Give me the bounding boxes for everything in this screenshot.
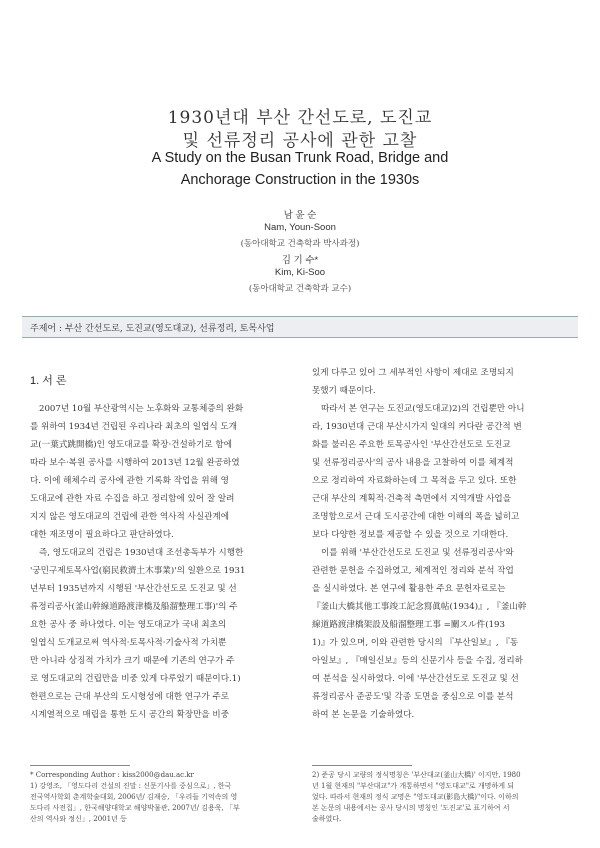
body-text-line: 으로 정리하여 자료화하는데 그 목적을 두고 있다. 또한 — [312, 476, 517, 486]
footnote-line: 술하였다. — [312, 815, 342, 823]
body-text-line: 을 실시하였다. 본 연구에 활용한 주요 문헌자료로는 — [312, 584, 506, 594]
body-text-line: 지지 않은 영도대교의 건립에 관한 역사적 사실관계에 — [30, 512, 230, 522]
body-text-line: 1)』가 있으며, 이와 관련한 당시의 『부산일보』, 『동 — [312, 638, 519, 648]
body-text-line: 시계열적으로 매립을 통한 도시 공간의 확장만을 비중 — [30, 710, 230, 720]
author-2-name-ko: 김 기 수* — [281, 255, 319, 266]
body-text-line: 교(一葉式跳開橋)인 영도대교를 확장·건설하기로 함에 — [30, 440, 233, 450]
footnotes-left — [30, 770, 292, 825]
body-text-line: 근대 부산의 계획적·건축적 측면에서 지역개발 사업을 — [312, 494, 512, 504]
body-text-line: 아일보』, 『매일신보』등의 신문기사 등을 수집, 정리하 — [312, 656, 523, 666]
body-text-line: 로 영도대교의 건립만을 비중 있게 다루었기 때문이다.1) — [30, 674, 241, 684]
body-text-line: 관련한 문헌을 수집하였고, 체계적인 정리와 분석 작업 — [312, 566, 514, 576]
keywords: 주제어 : 부산 간선도로, 도진교(영도대교), 선류정리, 토목사업 — [30, 324, 275, 334]
footnote-line: 2) 준공 당시 교량의 정식명칭은 '부산대교(釜山大橋)' 이지만, 1980 — [312, 771, 521, 779]
footnote-line: 본 논문의 내용에서는 공사 당시의 명칭인 '도진교'로 표기하여 서 — [312, 804, 510, 812]
footnote-line: 년 1월 현재의 "부산대교"가 개통하면서 "영도대교"로 개명하게 되 — [312, 782, 514, 790]
author-2-name-en: Kim, Ki-Soo — [274, 267, 326, 278]
body-text-line: '궁민구제토목사업(窮民救濟土木事業)'의 일환으로 1931 — [30, 566, 246, 576]
title-en-line-1: A Study on the Busan Trunk Road, Bridge and — [151, 150, 449, 166]
body-text-line: 조명함으로서 근대 도시공간에 대한 이해의 폭을 넓히고 — [312, 512, 520, 522]
author-1-name-en: Nam, Youn-Soon — [264, 222, 336, 233]
footnote-line: 1) 강영조, 「영도다리 건설의 진말 : 신문기사를 중심으로」, 한국 — [30, 782, 232, 790]
body-text-line: 및 선류정리공사'의 공사 내용을 고찰하여 이를 체계적 — [312, 458, 514, 468]
body-text-line: 여 분석을 실시하였다. 이에 '부산간선도로 도진교 및 선 — [312, 674, 519, 684]
body-text-line: 따라 보수·복원 공사를 시행하여 2013년 12월 완공하였 — [30, 458, 240, 468]
body-text-line: 일엽식 도개교로써 역사적·토목사적·기술사적 가치뿐 — [30, 638, 227, 648]
body-text-line: 이를 위해 '부산간선도로 도진교 및 선류정리공사'와 — [321, 548, 514, 558]
footnote-line: 도다리 사전집」, 한국해양대학교 해양박물관, 2007년/ 김용욱, 「부 — [30, 804, 240, 812]
footnote-rule-right — [312, 765, 412, 766]
right-column-text — [312, 364, 574, 724]
body-text-line: 다. 이에 해체수리 공사에 관한 기록화 작업을 위해 영 — [30, 476, 229, 486]
body-text-line: 류정리공사(釜山幹線道路渡津橋及船溜整理工事)'의 주 — [30, 602, 238, 612]
body-text-line: 線道路渡津橋架設及船溜整理工事 =關スル件(193 — [312, 620, 505, 630]
body-text-line: 『釜山大橋其他工事竣工記念寫眞帖(1934)』, 『釜山幹 — [312, 602, 527, 612]
author-1-affiliation: (동아대학교 건축학과 박사과정) — [240, 239, 360, 249]
footnote-line: 산의 역사와 정신」, 2001년 등 — [30, 815, 127, 823]
body-text-line: 라, 1930년대 근대 부산시가지 일대의 커다란 공간적 변 — [312, 422, 522, 432]
body-text-line: 있게 다루고 있어 그 세부적인 사항이 제대로 조명되지 — [312, 368, 514, 378]
body-text-line: 류정리공사 준공도'및 각종 도면을 중심으로 이를 분석 — [312, 692, 514, 702]
body-text-line: 년부터 1935년까지 시행된 '부산간선도로 도진교 및 선 — [30, 584, 237, 594]
body-text-line: 보다 다양한 정보를 제공할 수 있을 것으로 기대한다. — [312, 530, 509, 540]
left-column-text — [30, 400, 292, 724]
body-text-line: 못했기 때문이다. — [312, 386, 376, 396]
footnotes-right — [312, 770, 574, 825]
body-text-line: 를 위하여 1934년 건립된 우리나라 최초의 일엽식 도개 — [30, 422, 238, 432]
footnote-line: * Corresponding Author : kiss2000@dau.ac.kr — [30, 771, 194, 779]
body-text-line: 도대교에 관한 자료 수집을 하고 정리함에 있어 잘 알려 — [30, 494, 235, 504]
title-en-line-2: Anchorage Construction in the 1930s — [180, 172, 420, 188]
body-text-line: 요한 공사 중 하나였다. 이는 영도대교가 국내 최초의 — [30, 620, 227, 630]
footnote-rule-left — [30, 765, 130, 766]
body-text-line: 즉, 영도대교의 건립은 1930년대 조선총독부가 시행한 — [39, 548, 244, 558]
section-heading: 1. 서 론 — [30, 375, 67, 387]
body-text-line: 한편으로는 근대 부산의 도시형성에 대한 연구가 주로 — [30, 692, 230, 702]
body-text-line: 대한 재조명이 필요하다고 판단하였다. — [30, 530, 174, 540]
body-text-line: 화를 불러온 주요한 토목공사인 '부산간선도로 도진교 — [312, 440, 511, 450]
author-2-affiliation: (동아대학교 건축학과 교수) — [248, 284, 352, 294]
title-ko-line-1: 1930년대 부산 간선도로, 도진교 — [167, 108, 433, 128]
body-text-line: 만 아니라 상징적 가치가 크기 때문에 기존의 연구가 주 — [30, 656, 235, 666]
footnote-line: 전국역사학회 춘계학술대회, 2006년/ 김재승, 「우리들 기억속의 영 — [30, 793, 238, 801]
footnote-line: 었다. 따라서 현재의 정식 교명은 "영도대교(影島大橋)"이다. 이하의 — [312, 793, 519, 801]
body-text-line: 따라서 본 연구는 도진교(영도대교)2)의 건립뿐만 아니 — [321, 404, 525, 414]
title-ko-line-2: 및 선류정리 공사에 관한 고찰 — [182, 131, 418, 151]
author-1-name-ko: 남 윤 순 — [283, 210, 317, 221]
body-text-line: 2007년 10월 부산광역시는 노후화와 교통체증의 완화 — [39, 404, 244, 414]
body-text-line: 하여 본 논문을 기술하였다. — [312, 710, 415, 720]
